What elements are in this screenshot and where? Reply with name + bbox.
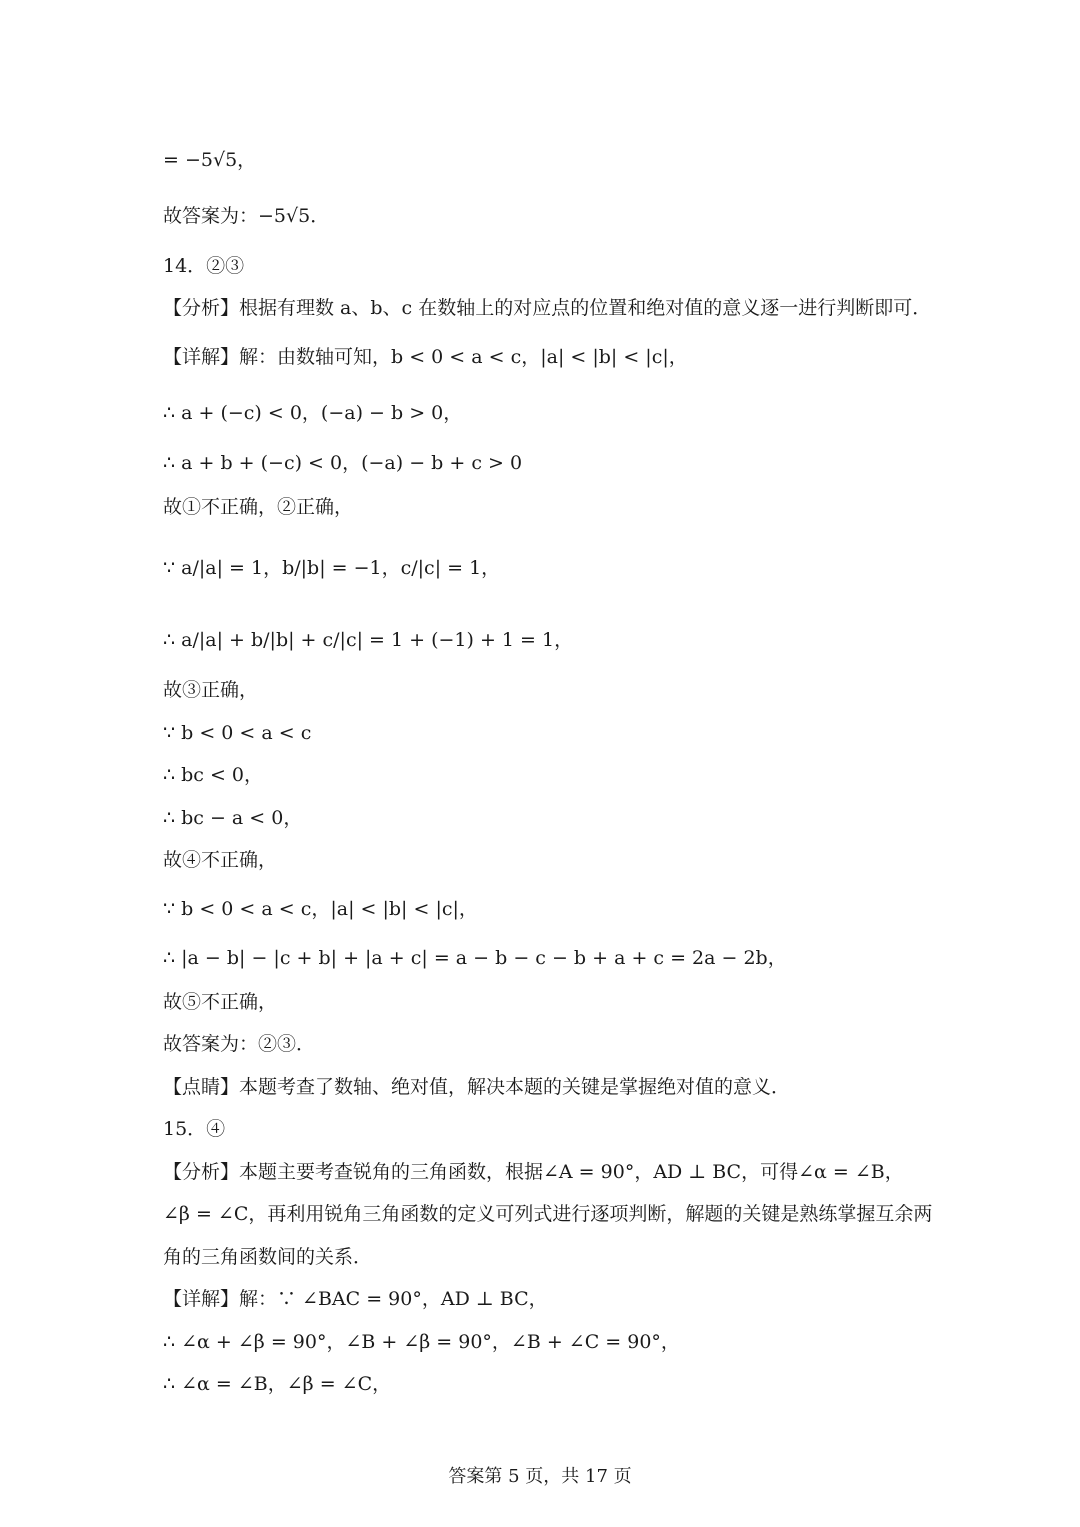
text-line: ∴ a + b + (−c) < 0，(−a) − b + c > 0	[163, 452, 523, 474]
text-line: = −5√5，	[163, 149, 257, 171]
text-line: ∴ ∠α = ∠B，∠β = ∠C，	[163, 1373, 392, 1395]
text-line: ∵ b < 0 < a < c，|a| < |b| < |c|，	[163, 898, 478, 920]
text-line: ∴ bc − a < 0，	[163, 807, 303, 829]
page-footer: 答案第 5 页，共 17 页	[448, 1466, 632, 1487]
text-line: ∵ b < 0 < a < c	[163, 722, 312, 744]
question-number-15: 15．④	[163, 1118, 226, 1140]
answer-line: 故答案为：②③．	[163, 1033, 316, 1055]
fraction-sum-line: ∴ a/|a| + b/|b| + c/|c| = 1 + (−1) + 1 = 1，	[163, 629, 574, 651]
comment-14: 【点睛】本题考查了数轴、绝对值，解决本题的关键是掌握绝对值的意义．	[163, 1076, 791, 1098]
text-line: ∴ |a − b| − |c + b| + |a + c| = a − b − c − b + a + c = 2a − 2b，	[163, 947, 787, 969]
text-line: ∠β = ∠C，再利用锐角三角函数的定义可列式进行逐项判断，解题的关键是熟练掌握互余两	[163, 1203, 933, 1225]
text-line: 故答案为：−5√5．	[163, 205, 330, 227]
text-line: ∴ ∠α + ∠β = 90°，∠B + ∠β = 90°，∠B + ∠C = 90°，	[163, 1331, 680, 1353]
analysis-14: 【分析】根据有理数 a、b、c 在数轴上的对应点的位置和绝对值的意义逐一进行判断即可．	[163, 297, 932, 319]
question-number-14: 14．②③	[163, 255, 245, 277]
fraction-line: ∵ a/|a| = 1，b/|b| = −1，c/|c| = 1，	[163, 557, 501, 579]
text-line: 角的三角函数间的关系．	[163, 1246, 373, 1268]
text-line: 故④不正确，	[163, 849, 278, 871]
text-line: 故①不正确，②正确，	[163, 496, 354, 518]
text-line: 故③正确，	[163, 679, 259, 701]
text-line: 故⑤不正确，	[163, 991, 278, 1013]
solution-14: 【详解】解：由数轴可知，b < 0 < a < c，|a| < |b| < |c|，	[163, 346, 688, 368]
text-line: ∴ bc < 0，	[163, 764, 264, 786]
solution-15: 【详解】解：∵ ∠BAC = 90°，AD ⊥ BC，	[163, 1288, 548, 1310]
text-line: ∴ a + (−c) < 0，(−a) − b > 0，	[163, 402, 463, 424]
analysis-15: 【分析】本题主要考查锐角的三角函数，根据∠A = 90°，AD ⊥ BC，可得∠α = ∠B，	[163, 1161, 904, 1183]
